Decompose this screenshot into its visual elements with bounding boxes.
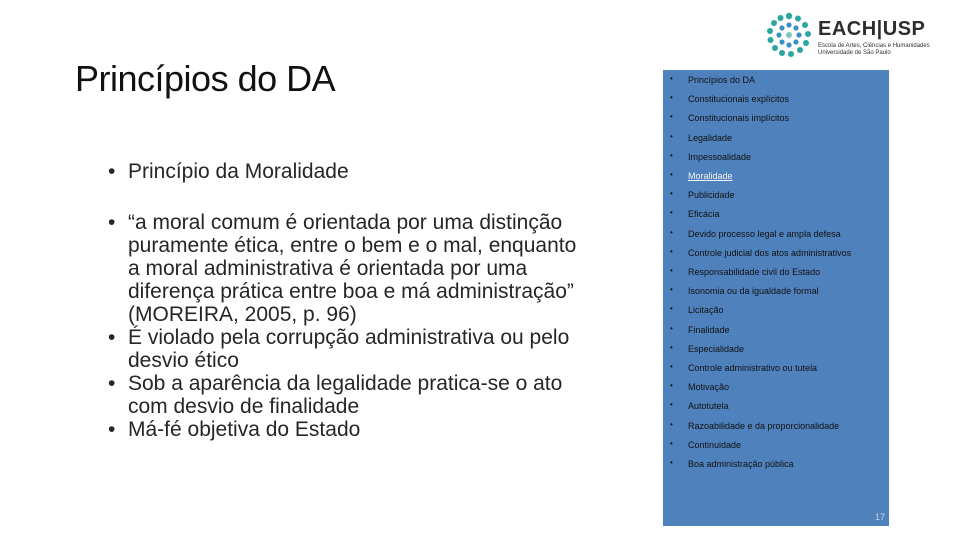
bullet-dot-icon: •: [670, 342, 673, 352]
topic-item-label: Motivação: [688, 382, 730, 393]
logo-subtitle: [818, 43, 958, 57]
bullet-line: desvio ético: [128, 349, 239, 372]
topic-item-label: Controle administrativo ou tutela: [688, 363, 818, 373]
page-number: 17: [874, 512, 885, 522]
bullet-line: puramente ética, entre o bem e o mal, enquanto: [128, 234, 577, 257]
topic-item-label: Princípios do DA: [688, 75, 756, 85]
bullet-dot-icon: •: [670, 150, 673, 160]
topic-item-label: Constitucionais explícitos: [688, 94, 790, 105]
logo-subtitle-line: Escola de Artes, Ciências e Humanidades: [818, 43, 930, 49]
bullet-line: • Sob a aparência da legalidade pratica-se o ato: [128, 372, 563, 395]
bullet-dot-icon: •: [670, 93, 673, 103]
bullet-dot-icon: •: [670, 74, 673, 83]
bullet-dot-icon: •: [670, 227, 673, 237]
bullet-dot-icon: •: [670, 112, 673, 122]
each-usp-logo: [764, 10, 954, 62]
bullet-line: com desvio de finalidade: [128, 395, 360, 418]
bullet-line: diferença prática entre boa e má administração”: [128, 280, 574, 303]
bullet-dot-icon: •: [670, 266, 673, 275]
slide-title: Princípios do DA: [75, 58, 336, 99]
bullet-dot-icon: •: [670, 304, 673, 314]
bullet-line: (MOREIRA, 2005, p. 96): [128, 303, 357, 326]
bullet-item: [108, 160, 648, 183]
bullet-dot-icon: •: [670, 208, 673, 218]
bullet-item: [108, 211, 648, 326]
bullet-dot-icon: •: [670, 246, 673, 256]
bullet-line: • Má-fé objetiva do Estado: [128, 418, 361, 441]
bullet-dot-icon: •: [670, 189, 673, 199]
topic-item-label: Especialidade: [688, 343, 745, 354]
logo-subtitle-line: Universidade de São Paulo: [818, 50, 891, 56]
bullet-dot-icon: •: [670, 362, 673, 371]
topic-item-label: Legalidade: [688, 132, 733, 143]
topic-item-label-active: Moralidade: [688, 171, 733, 181]
topic-item-label: Publicidade: [688, 190, 735, 201]
topic-item-label: Responsabilidade civil do Estado: [688, 267, 821, 277]
each-mosaic-logo-icon: [764, 10, 814, 60]
bullet-item: [108, 326, 648, 372]
topic-item-label: Eficácia: [688, 209, 720, 220]
topics-panel: [663, 70, 889, 526]
bullet-line: • Princípio da Moralidade: [128, 160, 349, 183]
topic-item-label: Constitucionais implícitos: [688, 113, 790, 124]
bullet-dot-icon: •: [670, 170, 673, 179]
bullet-line: • É violado pela corrupção administrativa ou pelo: [128, 326, 570, 349]
topic-item-label: Finalidade: [688, 324, 730, 335]
topic-item-label: Boa administração pública: [688, 459, 794, 469]
topic-item-label: Impessoalidade: [688, 151, 752, 162]
bullet-list: [108, 160, 648, 441]
topic-item-label: Razoabilidade e da proporcionalidade: [688, 420, 840, 431]
bullet-item: [108, 372, 648, 418]
bullet-dot-icon: •: [670, 419, 673, 429]
bullet-line: a moral administrativa é orientada por uma: [128, 257, 528, 280]
bullet-line: • “a moral comum é orientada por uma distinção: [128, 211, 563, 234]
bullet-dot-icon: •: [670, 381, 673, 391]
topic-item-label: Continuidade: [688, 439, 742, 450]
bullet-dot-icon: •: [670, 458, 673, 467]
topic-item-label: Autotutela: [688, 401, 729, 412]
topic-item-label: Licitação: [688, 305, 724, 316]
bullet-dot-icon: •: [670, 131, 673, 141]
bullet-dot-icon: •: [670, 438, 673, 448]
bullet-item: [108, 418, 648, 441]
topic-item-label: Devido processo legal e ampla defesa: [688, 228, 841, 239]
bullet-dot-icon: •: [670, 400, 673, 410]
bullet-dot-icon: •: [670, 323, 673, 333]
topic-item-label: Controle judicial dos atos administrativos: [688, 247, 852, 258]
logo-name: EACH|USP: [818, 18, 926, 40]
topic-item-label: Isonomia ou da igualdade formal: [688, 286, 819, 297]
bullet-dot-icon: •: [670, 285, 673, 295]
